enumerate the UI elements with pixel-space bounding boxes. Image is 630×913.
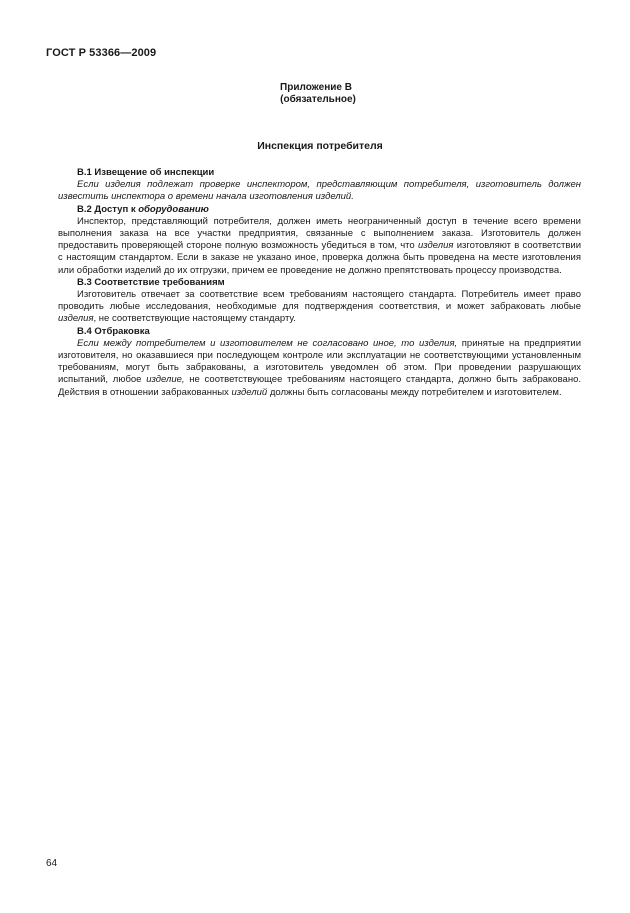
document-standard-number: ГОСТ Р 53366—2009 [46, 47, 157, 59]
clause-b3-text [58, 289, 581, 326]
clause-b2-title-prefix: В.2 Доступ к [77, 203, 139, 215]
clause-b4-text [58, 338, 581, 399]
clause-b3-text-italic: изделия [58, 313, 94, 325]
page-number: 64 [46, 858, 58, 869]
clause-b4-title: В.4 Отбраковка [77, 325, 150, 337]
appendix-title: Приложение В [280, 82, 352, 93]
clause-b2-text [58, 216, 581, 277]
clause-b4-text-part1: принятые на предприятии изготовителя, но оказавшиеся при последующем контроле или эксплуатации не соответствующими установленным требованиям, могут быть забракованы, а изготовитель уведомлен об этом. При проведении разрушающих испытаний, любое [58, 337, 581, 386]
appendix-heading [0, 82, 630, 106]
clause-b2-title [58, 204, 581, 216]
clause-b3 [58, 277, 581, 326]
clause-b4-text-italic-3: изделий [231, 386, 268, 398]
clause-b3-text-part2: , не соответствующие настоящему стандарту. [93, 313, 296, 325]
appendix-status: (обязательное) [280, 94, 356, 105]
section-title: Инспекция потребителя [257, 140, 383, 152]
clause-b2-text-italic: изделия [417, 240, 454, 252]
clause-b4-text-part2: не соответствующее требованиям настоящего стандарта, должно быть забраковано. Действия в отношении забракованных [58, 374, 581, 398]
clause-b1 [58, 167, 581, 204]
clause-b1-text [58, 179, 581, 203]
clause-b4-text-part3: должны быть согласованы между потребителем и изготовителем. [267, 386, 562, 398]
clause-b3-text-part1: Изготовитель отвечает за соответствие всем требованиям настоящего стандарта. Потребитель имеет право проводить любые исследования, необходимые для подтверждения соответствия, и может забраковать любые [58, 289, 581, 313]
clause-b3-title: В.3 Соответствие требованиям [77, 276, 225, 288]
clause-b4-text-italic-2: изделие, [146, 374, 185, 386]
document-body [58, 167, 581, 399]
clause-b4 [58, 326, 581, 399]
clause-b2-text-part2: изготовляют в соответствии с настоящим стандартом. Если в заказе не указано иное, проверка должна быть проведена на месте изготовления или обработки изделий до их отгрузки, причем ее проведение не должно препятствовать процессу производства. [58, 240, 581, 276]
clause-b2-text-part1: Инспектор, представляющий потребителя, должен иметь неограниченный доступ в течение всего времени выполнения заказа на все участки предприятия, связанные с выполнением заказа. Изготовитель должен предоставить проверяющей стороне полную возможность убедиться в том, что [58, 215, 581, 252]
clause-b2 [58, 204, 581, 277]
clause-b1-title: В.1 Извещение об инспекции [77, 167, 215, 178]
clause-b1-text-italic: Если изделия подлежат проверке инспектором, представляющим потребителя, изготовитель должен известить инспектора о времени начала изготовления изделий. [58, 179, 581, 203]
clause-b2-title-italic: оборудованию [138, 203, 209, 215]
clause-b4-text-italic-1: Если между потребителем и изготовителем не согласовано иное, то изделия, [77, 337, 458, 349]
